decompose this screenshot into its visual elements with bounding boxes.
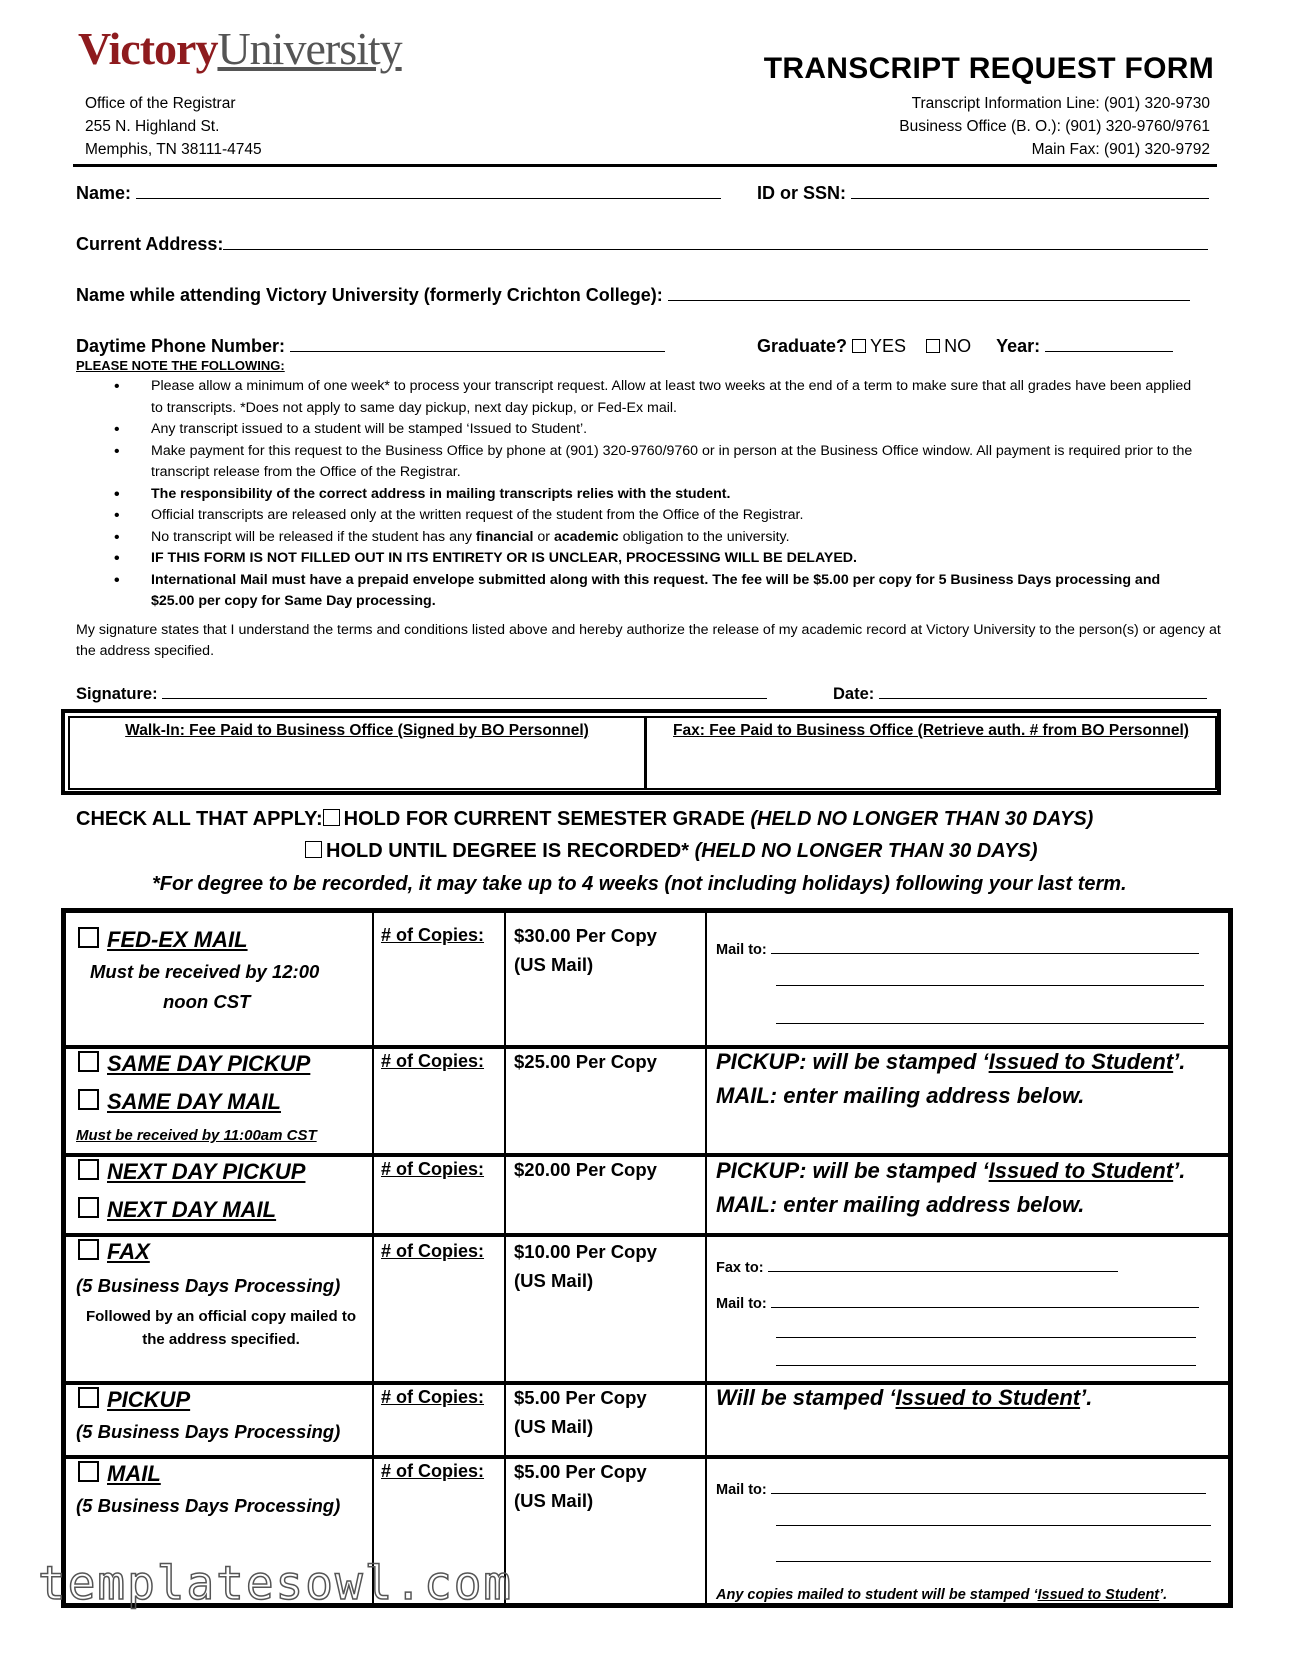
date-input-line[interactable] [879,682,1207,699]
signature-input-line[interactable] [162,682,767,699]
copies-label: # of Copies: [381,1051,485,1071]
name-field [76,182,721,204]
yes-label: YES [870,336,907,356]
phone-field [76,335,665,357]
year-input-line[interactable] [1045,335,1173,352]
contact-line: Transcript Information Line: (901) 320-9730 [911,95,1210,112]
fedex-price: $30.00 Per Copy (US Mail) [514,925,657,975]
same-day-mail-checkbox[interactable] [78,1089,99,1110]
same-day-deadline: Must be received by 11:00am CST [76,1127,317,1144]
next-day-price: $20.00 Per Copy [514,1159,657,1180]
hold-degree-row: HOLD UNTIL DEGREE IS RECORDED* (HELD NO LONGER THAN 30 DAYS) [305,840,1038,863]
phone-input-line[interactable] [290,335,665,352]
address-field [76,233,1208,255]
address-input-line[interactable] [223,233,1208,250]
fedex-mail-line[interactable] [776,1023,1204,1024]
copies-label: # of Copies: [381,1241,485,1261]
registrar-address [85,92,262,161]
note-item: • IF THIS FORM IS NOT FILLED OUT IN ITS ENTIRETY OR IS UNCLEAR, PROCESSING WILL BE DELAYED. [76,548,1206,570]
office-line: 255 N. Highland St. [85,118,220,135]
no-checkbox[interactable] [926,339,940,353]
university-logo: VictoryUniversity [78,23,402,74]
copies-label: # of Copies: [381,1387,485,1407]
next-day-instructions: PICKUP: will be stamped ‘Issued to Student’. MAIL: enter mailing address below. [716,1158,1186,1217]
mail-line[interactable] [776,1525,1211,1526]
fedex-deadline-time: noon CST [163,991,251,1012]
fedex-checkbox[interactable] [78,927,99,948]
same-day-price: $25.00 Per Copy [514,1051,657,1072]
hold-semester-row: CHECK ALL THAT APPLY: HOLD FOR CURRENT SEMESTER GRADE (HELD NO LONGER THAN 30 DAYS) [76,808,1094,830]
degree-footnote: *For degree to be recorded, it may take up to 4 weeks (not including holidays) following your last term. [152,873,1127,895]
same-day-instructions: PICKUP: will be stamped ‘Issued to Student’. MAIL: enter mailing address below. [716,1049,1186,1108]
office-line: Memphis, TN 38111-4745 [85,141,262,158]
attending-name-field [76,284,1190,306]
fax-processing: (5 Business Days Processing) [76,1275,341,1296]
contact-line: Main Fax: (901) 320-9792 [1031,141,1210,158]
note-item: • Make payment for this request to the Business Office by phone at (901) 320-9760/9760 or in person at the Business Office window. All payment is required prior to the transcript release from the Office of the Registrar. [76,441,1206,484]
next-day-pickup-checkbox[interactable] [78,1159,99,1180]
mail-processing: (5 Business Days Processing) [76,1495,341,1516]
fax-mail-line[interactable] [771,1291,1199,1308]
notes-list [76,376,1206,613]
fedex-option[interactable]: FED-EX MAIL [78,927,248,953]
fedex-mail-line[interactable] [771,937,1199,954]
walk-in-box[interactable]: Walk-In: Fee Paid to Business Office (Signed by BO Personnel) [68,716,646,790]
watermark-text: templatesowl.com [38,1556,514,1610]
next-day-mail-checkbox[interactable] [78,1197,99,1218]
address-label: Current Address: [76,234,224,254]
attending-name-label: Name while attending Victory University (formerly Crichton College): [76,285,663,305]
form-title: TRANSCRIPT REQUEST FORM [763,52,1214,85]
check-all-label: CHECK ALL THAT APPLY: [76,808,323,830]
fax-payment-box[interactable]: Fax: Fee Paid to Business Office (Retrieve auth. # from BO Personnel) [645,716,1217,790]
office-line: Office of the Registrar [85,95,236,112]
note-item: • Official transcripts are released only at the written request of the student from the Office of the Registrar. [76,505,1206,527]
authorization-statement: My signature states that I understand the terms and conditions listed above and hereby authorize the release of my academic record at Victory University to the person(s) or agency at the address specified. [76,622,1221,659]
graduate-label: Graduate? [757,336,848,356]
notes-heading: PLEASE NOTE THE FOLLOWING: [76,358,285,373]
mail-price: $5.00 Per Copy (US Mail) [514,1461,647,1511]
mail-line[interactable] [771,1477,1206,1494]
mail-to: Mail to: [716,1477,1206,1498]
id-label: ID or SSN: [757,183,847,203]
note-item: • Please allow a minimum of one week* to process your transcript request. Allow at least two weeks at the end of a term to make sure that all grades have been applied to transcripts. *Does not apply to same day pickup, next day pickup, or Fed-Ex mail. [76,376,1206,419]
year-label: Year: [996,336,1041,356]
fedex-deadline: Must be received by 12:00 [90,961,320,982]
mail-stamp-note: Any copies mailed to student will be stamped ‘Issued to Student’. [716,1587,1168,1603]
fax-followup-note: Followed by an official copy mailed to the address specified. [85,1308,357,1348]
pickup-checkbox[interactable] [78,1387,99,1408]
id-input-line[interactable] [851,182,1209,199]
signature-label: Signature: [76,685,158,703]
attending-name-input-line[interactable] [668,284,1190,301]
copies-label: # of Copies: [381,925,485,945]
fax-mail-line[interactable] [776,1365,1196,1366]
name-input-line[interactable] [136,182,721,199]
yes-checkbox[interactable] [852,339,866,353]
graduate-field [757,335,1173,357]
id-field [757,182,1209,204]
pickup-processing: (5 Business Days Processing) [76,1421,341,1442]
note-item: • International Mail must have a prepaid envelope submitted along with this request. The fee will be $5.00 per copy for 5 Business Days processing and $25.00 per copy for Same Day processing. [76,570,1206,613]
fedex-mail-to: Mail to: [716,937,1199,958]
pickup-stamp-note: Will be stamped ‘Issued to Student’. [716,1385,1093,1410]
fax-mail-line[interactable] [776,1337,1196,1338]
same-day-pickup-option[interactable]: SAME DAY PICKUP [78,1051,310,1077]
fax-price: $10.00 Per Copy (US Mail) [514,1241,657,1291]
same-day-pickup-checkbox[interactable] [78,1051,99,1072]
header-divider [73,164,1217,167]
date-field [833,682,1207,704]
next-day-pickup-option[interactable]: NEXT DAY PICKUP [78,1159,305,1185]
pickup-option[interactable]: PICKUP [78,1387,190,1413]
date-label: Date: [833,685,875,703]
fax-mail-to: Mail to: [716,1291,1199,1312]
no-label: NO [944,336,972,356]
pickup-price: $5.00 Per Copy (US Mail) [514,1387,647,1437]
same-day-mail-option[interactable]: SAME DAY MAIL [78,1089,281,1115]
fedex-mail-line[interactable] [776,985,1204,986]
fax-to: Fax to: [716,1255,1118,1276]
fax-to-line[interactable] [768,1255,1118,1272]
hold-degree-checkbox[interactable] [305,841,322,858]
hold-semester-checkbox[interactable] [323,809,340,826]
signature-field [76,682,767,704]
payment-box [61,709,1221,795]
copies-label: # of Copies: [381,1159,485,1179]
fax-option[interactable]: FAX [78,1239,150,1265]
name-label: Name: [76,183,132,203]
mail-line[interactable] [776,1561,1211,1562]
mail-checkbox[interactable] [78,1461,99,1482]
contact-line: Business Office (B. O.): (901) 320-9760/9761 [899,118,1210,135]
note-item: • No transcript will be released if the student has any financial or academic obligation to the university. [76,527,1206,549]
contact-info [899,92,1210,161]
phone-label: Daytime Phone Number: [76,336,286,356]
copies-label: # of Copies: [381,1461,485,1481]
note-item: • The responsibility of the correct address in mailing transcripts relies with the student. [76,484,1206,506]
mail-option[interactable]: MAIL [78,1461,161,1487]
fax-checkbox[interactable] [78,1239,99,1260]
note-item: • Any transcript issued to a student will be stamped ‘Issued to Student’. [76,419,1206,441]
delivery-options-table [61,908,1233,1608]
next-day-mail-option[interactable]: NEXT DAY MAIL [78,1197,276,1223]
